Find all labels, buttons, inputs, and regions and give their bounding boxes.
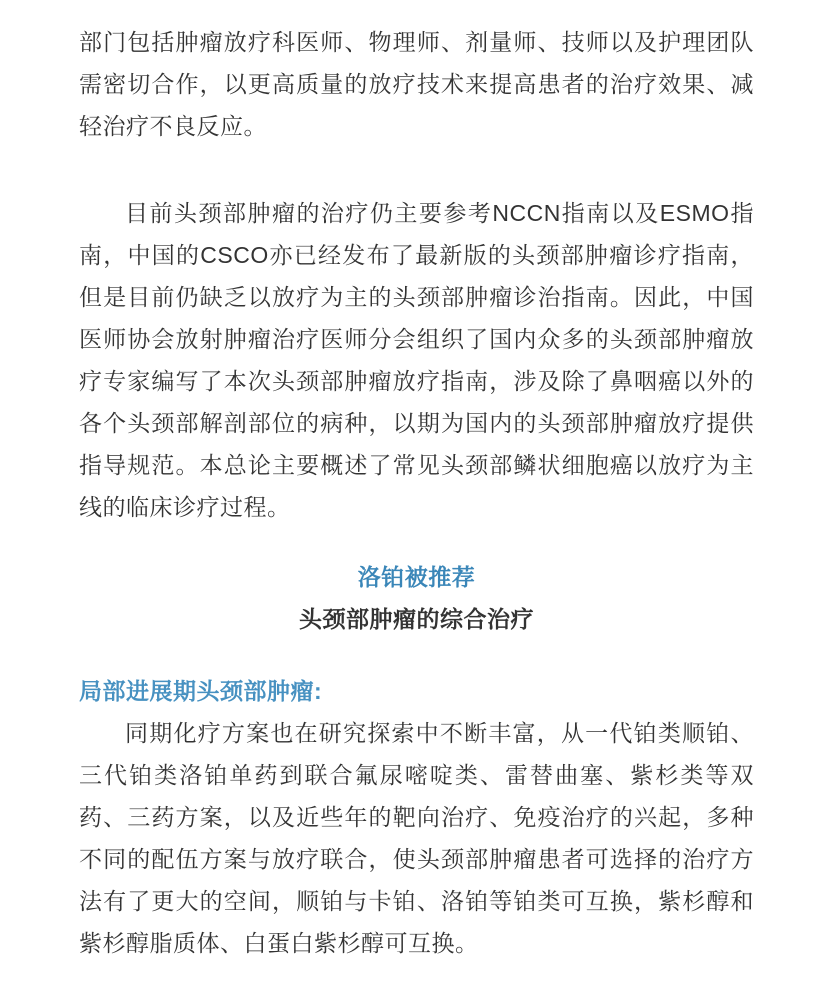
paragraph-team-cooperation: 部门包括肿瘤放疗科医师、物理师、剂量师、技师以及护理团队需密切合作，以更高质量的放疗技术来提高患者的治疗效果、减轻治疗不良反应。	[79, 29, 754, 139]
paragraph-guidelines-background: 目前头颈部肿瘤的治疗仍主要参考NCCN指南以及ESMO指南，中国的CSCO亦已经发布了最新版的头颈部肿瘤诊疗指南，但是目前仍缺乏以放疗为主的头颈部肿瘤诊治指南。因此，中国医师协会放射肿瘤治疗医师分会组织了国内众多的头颈部肿瘤放疗专家编写了本次头颈部肿瘤放疗指南，涉及除了鼻咽癌以外的各个头颈部解剖部位的病种，以期为国内的头颈部肿瘤放疗提供指导规范。本总论主要概述了常见头颈部鳞状细胞癌以放疗为主线的临床诊疗过程。	[79, 200, 754, 520]
subsection-heading-locally-advanced: 局部进展期头颈部肿瘤:	[79, 678, 323, 704]
section-heading-comprehensive-treatment: 头颈部肿瘤的综合治疗	[299, 606, 534, 632]
paragraph-chemotherapy-regimens: 同期化疗方案也在研究探索中不断丰富，从一代铂类顺铂、三代铂类洛铂单药到联合氟尿嘧啶类、雷替曲塞、紫杉类等双药、三药方案，以及近些年的靶向治疗、免疫治疗的兴起，多种不同的配伍方案与放疗联合，使头颈部肿瘤患者可选择的治疗方法有了更大的空间，顺铂与卡铂、洛铂等铂类可互换，紫杉醇和紫杉醇脂质体、白蛋白紫杉醇可互换。	[79, 720, 754, 956]
promo-heading-lobaplatin-recommended: 洛铂被推荐	[357, 564, 476, 590]
